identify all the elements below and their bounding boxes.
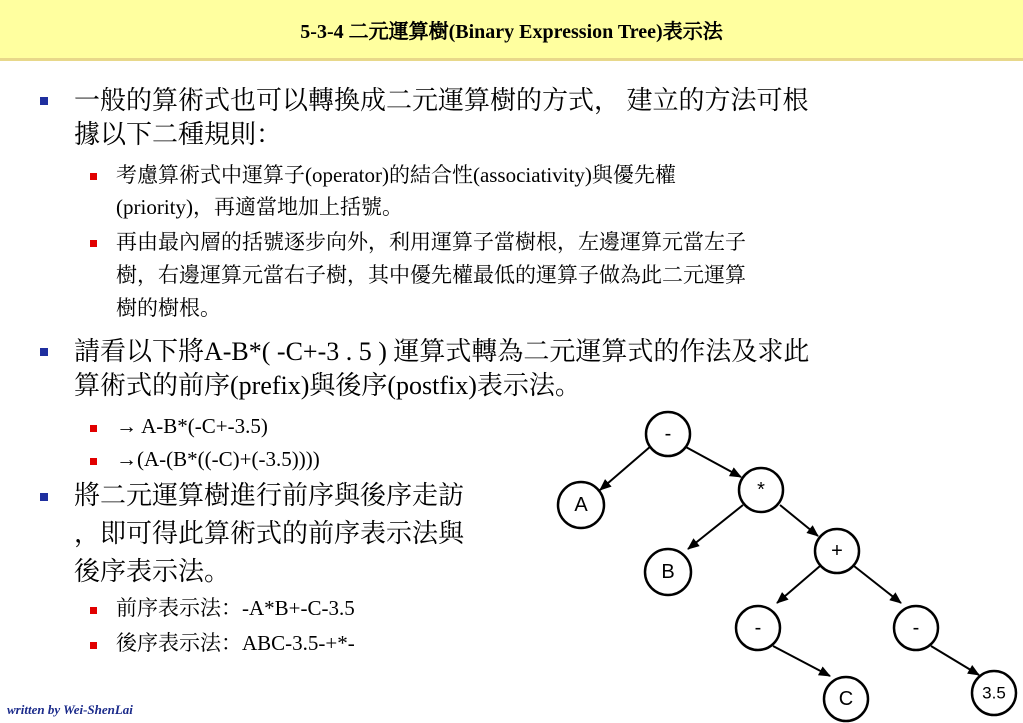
bullet-text: 算術式的前序(prefix)與後序(postfix)表示法。 [74,371,581,400]
tree-node-b [645,549,691,595]
bullet-text: 將二元運算樹進行前序與後序走訪 [74,481,465,510]
tree-node-a [558,482,604,528]
sub-bullet-text: →(A-(B*((-C)+(-3.5)))) [116,447,320,471]
tree-node-label: - [754,617,762,639]
tree-edge [931,646,979,675]
slide-title: 5-3-4 二元運算樹(Binary Expression Tree)表示法 [300,20,723,43]
tree-node-plus [815,529,859,573]
tree-node-label: C [838,688,854,710]
tree-edge [854,566,901,603]
tree-edge [777,566,820,603]
sub-bullet-text: 前序表示法：-A*B+-C-3.5 [116,596,355,620]
tree-node-label: B [661,561,675,583]
sub-bullet-text: 考慮算術式中運算子(operator)的結合性(associativity)與優先權 [116,163,676,187]
sub-bullet-text: 後序表示法：ABC-3.5-+*- [116,631,355,655]
tree-node-neg-left [736,606,780,650]
tree-node-label: - [664,423,672,445]
sub-bullet-text: 樹，右邊運算元當右子樹，其中優先權最低的運算子做為此二元運算 [116,263,746,287]
bullet-text: 請看以下將A-B*( -C+-3 . 5 ) 運算式轉為二元運算式的作法及求此 [74,337,810,366]
tree-edge [780,505,818,536]
sub-bullet-text: 再由最內層的括號逐步向外，利用運算子當樹根，左邊運算元當左子 [116,230,746,254]
tree-node-root [646,412,690,456]
tree-node-label: A [574,494,588,516]
tree-node-label: * [757,479,765,501]
footer-author: written by Wei-ShenLai [7,702,133,717]
bullet-text: 一般的算術式也可以轉換成二元運算樹的方式， 建立的方法可根 [74,86,809,115]
tree-node-mul [739,468,783,512]
tree-edge [773,646,830,676]
tree-edge [600,446,651,490]
tree-node-label: 3.5 [982,683,1006,703]
sub-bullet-text: 樹的樹根。 [116,296,221,320]
bullet-text: 據以下二種規則： [74,120,283,149]
bullet-text: ，即可得此算術式的前序表示法與 [74,519,465,548]
sub-bullet-text: → A-B*(-C+-3.5) [116,414,268,438]
tree-edge [688,505,743,549]
tree-edge [684,446,741,477]
tree-node-neg-right [894,606,938,650]
bullet-text: 後序表示法。 [74,557,231,586]
tree-node-label: + [831,540,843,562]
sub-bullet-text: (priority)，再適當地加上括號。 [116,195,403,219]
tree-node-c [824,677,868,721]
tree-node-label: - [912,617,920,639]
tree-node-number [972,671,1016,715]
